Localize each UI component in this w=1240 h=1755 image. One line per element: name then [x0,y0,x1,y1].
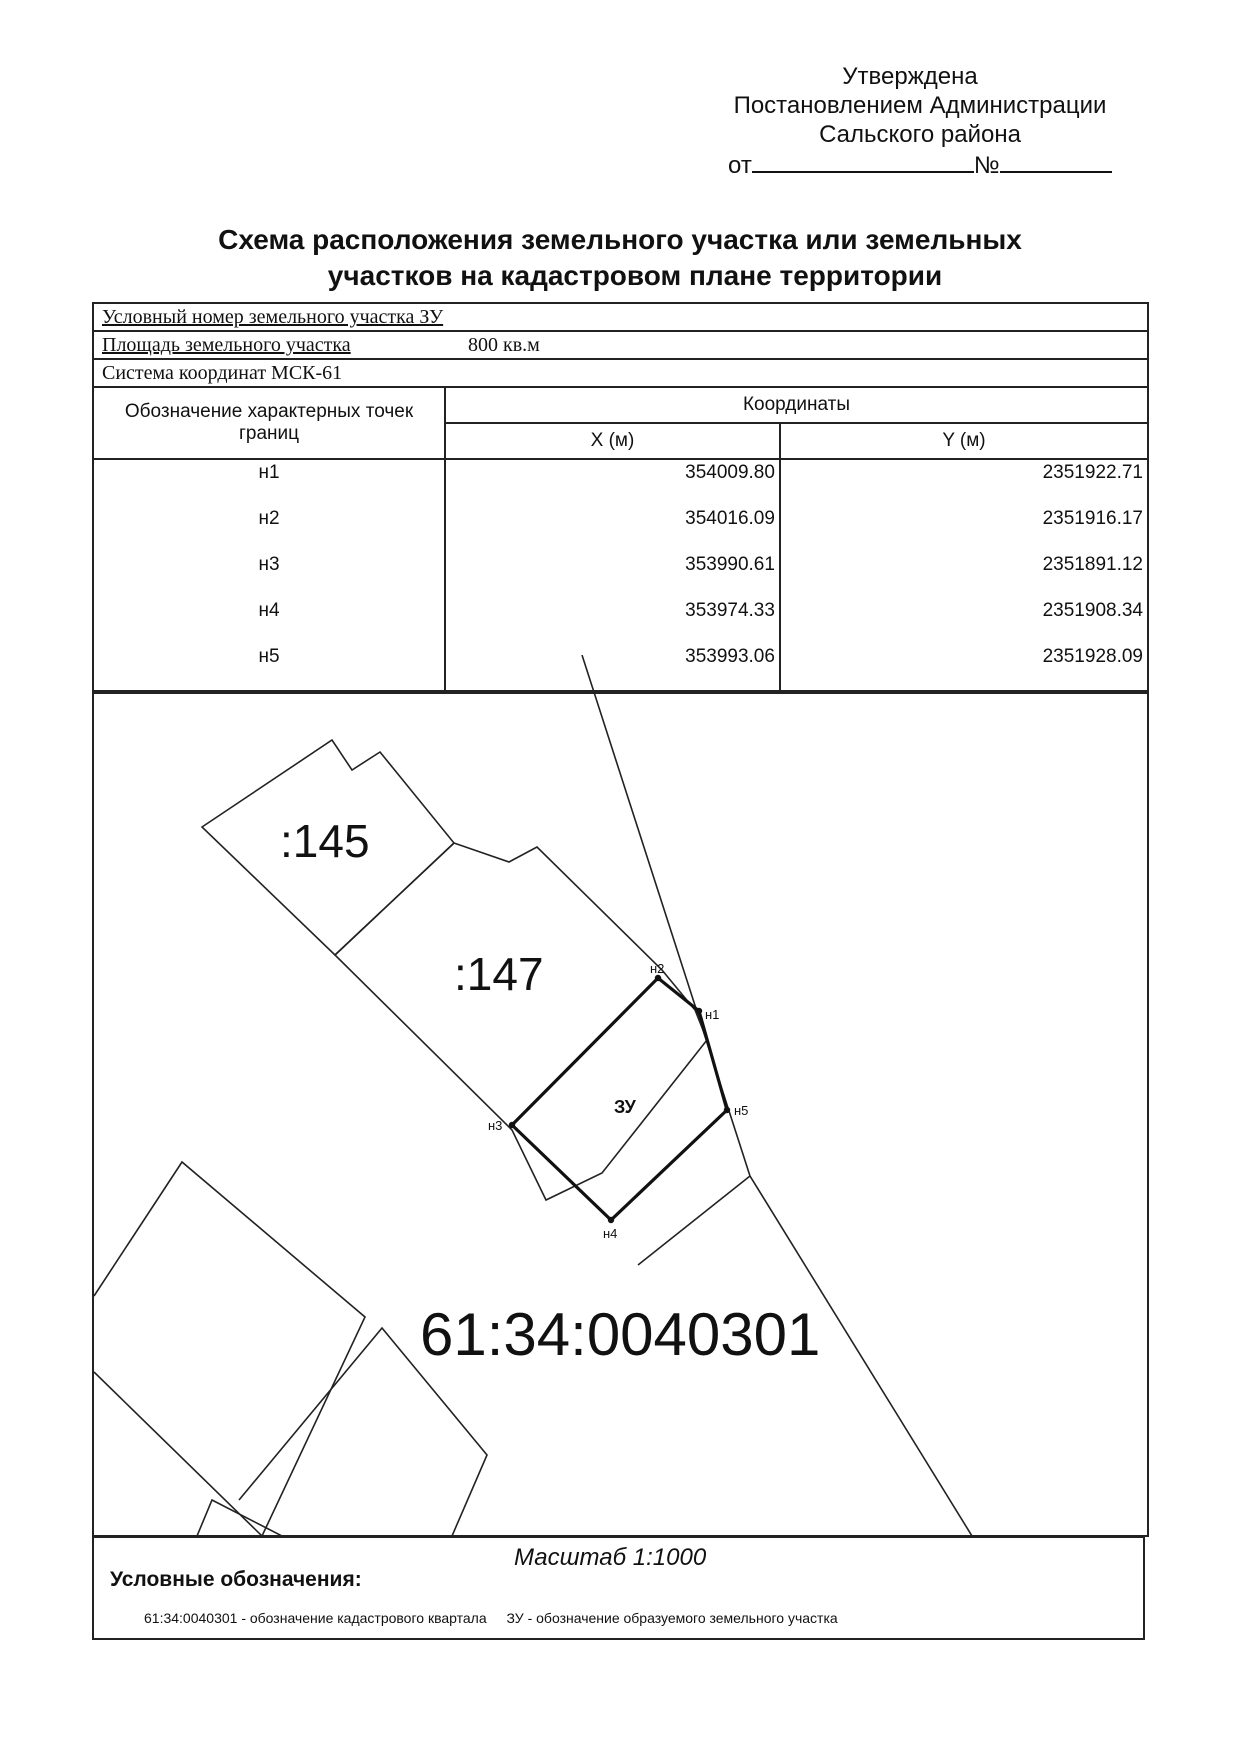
scale-label: Масштаб 1:1000 [514,1544,707,1571]
legend-item-quarter: 61:34:0040301 - обозначение кадастрового квартала [144,1610,487,1626]
number-blank [1000,149,1112,173]
info-row-area [94,332,1147,360]
point-n1-marker [696,1008,702,1014]
date-blank [752,149,974,173]
point-y: 2351891.12 [780,552,1147,598]
conditional-number-text: Условный номер земельного участка ЗУ [102,306,444,328]
quarter-label: 61:34:0040301 [420,1301,821,1368]
legend-items [144,1610,854,1626]
points-header: Обозначение характерных точек границ [94,388,445,459]
area-label: Площадь земельного участка [102,334,351,356]
point-n5-label: н5 [734,1103,749,1118]
legend-box [92,1536,1145,1640]
approval-block [680,62,1160,180]
parcel-145-label: :145 [280,815,370,867]
cadastral-map [92,655,1149,1537]
parcel-147-label: :147 [454,948,544,1000]
map-drawing [94,655,1147,1535]
point-n1-label: н1 [705,1007,720,1022]
info-frame [92,302,1149,694]
plot-zu-label: ЗУ [614,1097,636,1117]
approval-date-number-row [728,149,1160,180]
point-n3-marker [509,1122,515,1128]
table-row [94,459,1147,506]
point-y: 2351908.34 [780,598,1147,644]
parcel-147-outline [335,843,707,1200]
table-row [94,552,1147,598]
table-row [94,598,1147,644]
parcel-left-3-outline [197,1500,282,1535]
point-name: н4 [94,598,445,644]
coord-system-text: Система координат МСК-61 [102,362,343,384]
point-x: 353993.06 [445,644,780,691]
coordinates-table [94,388,1147,692]
point-x: 353974.33 [445,598,780,644]
x-header: X (м) [445,423,780,459]
title-line-1: Схема расположения земельного участка или земельных [218,224,1022,255]
point-n4-label: н4 [603,1226,618,1241]
info-row-conditional-number [94,304,1147,332]
point-n2-label: н2 [650,961,665,976]
title-line-2: участков на кадастровом плане территории [327,260,943,291]
point-y: 2351928.09 [780,644,1147,691]
info-row-coord-system [94,360,1147,388]
point-n3-label: н3 [488,1118,503,1133]
parcel-left-1-outline [94,1162,365,1535]
point-x: 354016.09 [445,506,780,552]
coords-header: Координаты [445,388,1147,423]
point-x: 353990.61 [445,552,780,598]
number-label: № [973,152,1000,179]
area-value: 800 кв.м [468,334,540,356]
spur-line [638,1176,750,1265]
point-name: н3 [94,552,445,598]
legend-item-plot: ЗУ - обозначение образуемого земельного участка [506,1610,838,1626]
y-header: Y (м) [780,423,1147,459]
from-label: от [728,152,752,179]
point-y: 2351916.17 [780,506,1147,552]
point-name: н1 [94,459,445,506]
point-x: 354009.80 [445,459,780,506]
approval-line-3: Сальского района [819,121,1021,148]
document-title [150,222,1090,294]
point-n5-marker [724,1107,730,1113]
table-row [94,506,1147,552]
legend-title: Условные обозначения: [110,1568,362,1591]
point-n4-marker [608,1217,614,1223]
road-boundary-line [582,655,972,1535]
point-y: 2351922.71 [780,459,1147,506]
point-name: н2 [94,506,445,552]
point-name: н5 [94,644,445,691]
approval-line-1: Утверждена [842,63,978,90]
approval-line-2: Постановлением Администрации [733,92,1107,119]
